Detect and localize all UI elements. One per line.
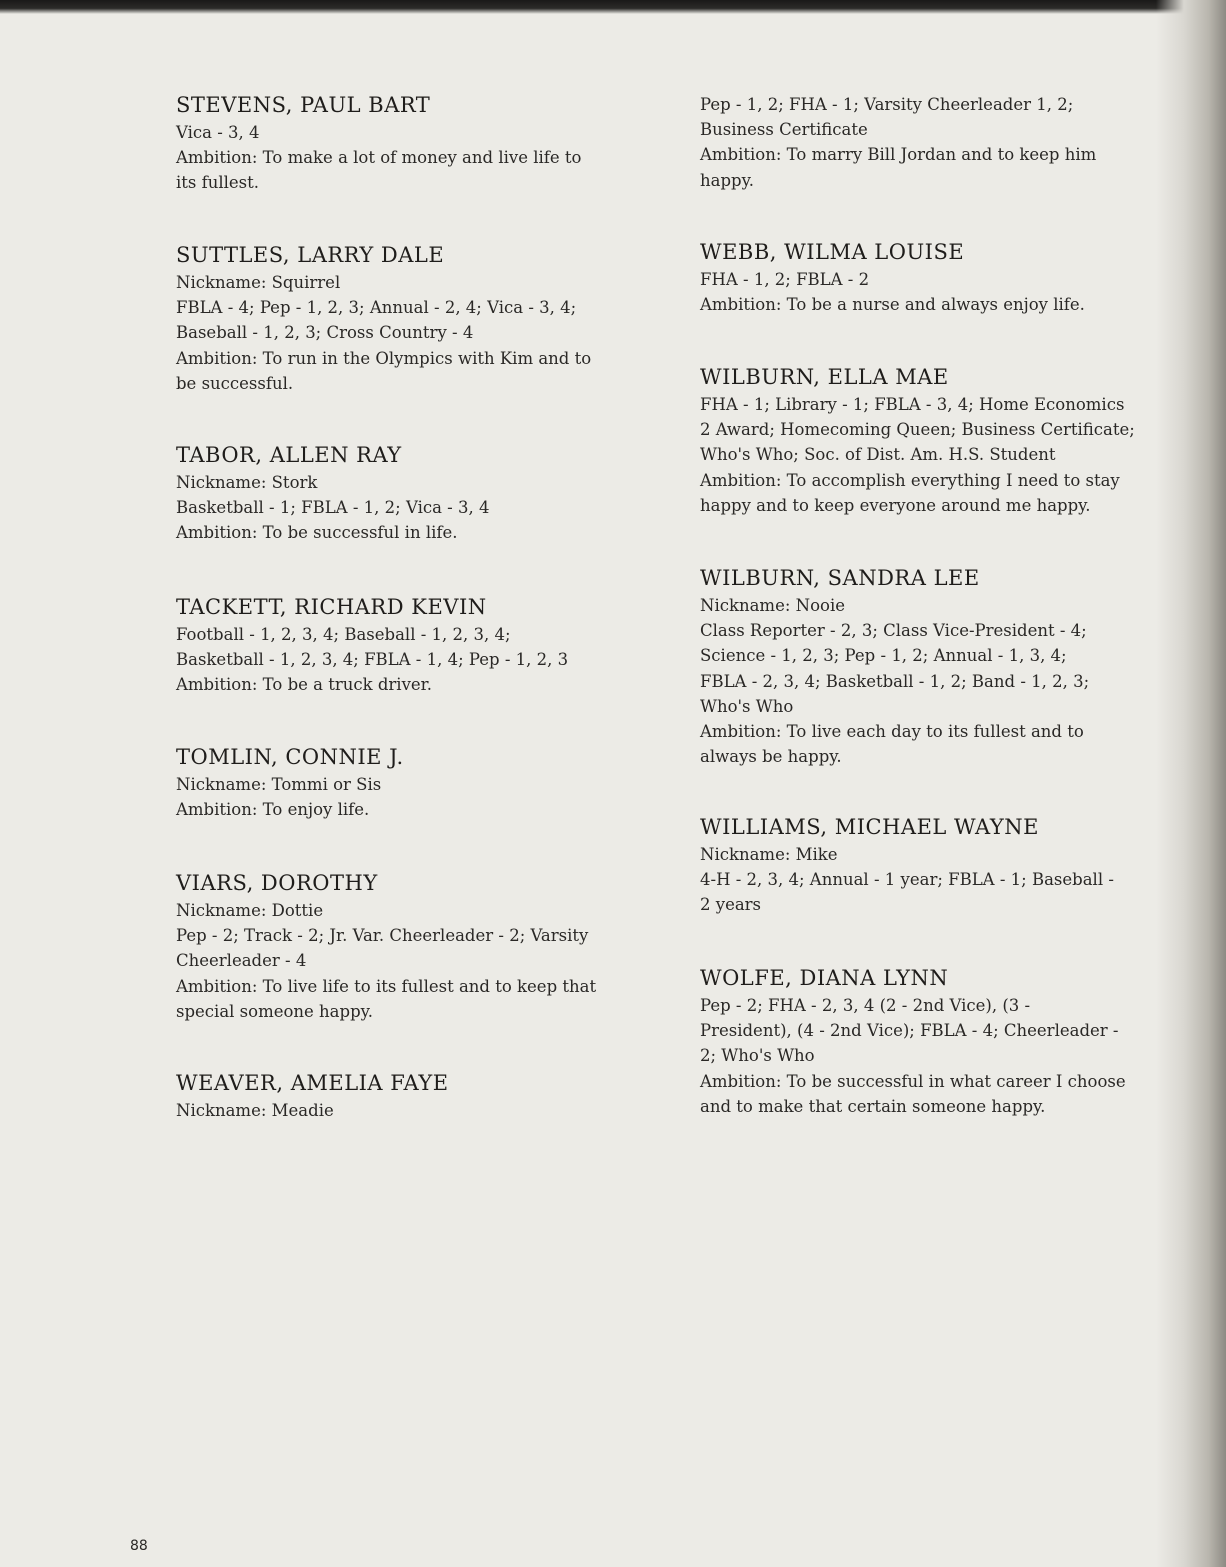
entry-line: happy. (700, 170, 754, 190)
entry-line: Ambition: To be successful in what career I choose (700, 1071, 1126, 1091)
entry-line: FBLA - 4; Pep - 1, 2, 3; Annual - 2, 4; Vica - 3, 4; (176, 298, 577, 318)
senior-name: SUTTLES, LARRY DALE (176, 243, 445, 267)
entry-line: Pep - 1, 2; FHA - 1; Varsity Cheerleader 1, 2; (700, 95, 1074, 114)
entry-line: be successful. (176, 373, 294, 393)
entry-line: and to make that certain someone happy. (700, 1096, 1046, 1116)
entry-line: Vica - 3, 4 (176, 123, 260, 142)
entry-line: Pep - 2; Track - 2; Jr. Var. Cheerleader - 2; Varsity (176, 926, 589, 946)
entry-line: Nickname: Meadie (176, 1101, 334, 1120)
entry-line: Ambition: To marry Bill Jordan and to keep him (700, 145, 1097, 165)
senior-entry (176, 742, 404, 822)
senior-name: VIARS, DOROTHY (176, 871, 378, 895)
entry-line: happy and to keep everyone around me happy. (700, 495, 1091, 515)
entry-line: Nickname: Tommi or Sis (176, 775, 382, 794)
senior-entry (176, 592, 568, 698)
senior-entry-continued (700, 92, 1096, 193)
entry-line: 2 years (700, 895, 762, 915)
entry-line: Football - 1, 2, 3, 4; Baseball - 1, 2, 3, 4; (176, 625, 511, 644)
senior-name: WOLFE, DIANA LYNN (700, 966, 949, 990)
entry-line: Nickname: Nooie (700, 596, 845, 615)
entry-line: Ambition: To live each day to its fullest and to (700, 722, 1084, 742)
entry-line: Nickname: Squirrel (176, 273, 341, 292)
page-number: 88 (130, 1538, 148, 1554)
entry-line: Who's Who; Soc. of Dist. Am. H.S. Student (700, 445, 1056, 465)
senior-entry (176, 90, 581, 196)
entry-line: 2 Award; Homecoming Queen; Business Certificate; (700, 420, 1135, 440)
entry-line: always be happy. (700, 747, 842, 767)
entry-line: Ambition: To live life to its fullest and to keep that (176, 976, 597, 996)
entry-line: Pep - 2; FHA - 2, 3, 4 (2 - 2nd Vice), (3 - (700, 996, 1031, 1015)
senior-name: TABOR, ALLEN RAY (176, 443, 402, 467)
binding-shadow (1156, 0, 1226, 1567)
entry-line: Baseball - 1, 2, 3; Cross Country - 4 (176, 323, 474, 343)
entry-line: Ambition: To make a lot of money and live life to (176, 148, 582, 168)
senior-name: WEBB, WILMA LOUISE (700, 240, 965, 264)
entry-line: Ambition: To accomplish everything I need to stay (700, 470, 1120, 490)
senior-entry (700, 237, 1085, 317)
senior-name: STEVENS, PAUL BART (176, 93, 431, 117)
senior-name: WILBURN, SANDRA LEE (700, 566, 980, 590)
entry-line: Basketball - 1; FBLA - 1, 2; Vica - 3, 4 (176, 498, 490, 518)
page-top-edge (0, 0, 1226, 14)
entry-line: Nickname: Mike (700, 845, 838, 864)
entry-line: Basketball - 1, 2, 3, 4; FBLA - 1, 4; Pep - 1, 2, 3 (176, 650, 569, 670)
senior-entry (176, 240, 591, 396)
entry-line: Science - 1, 2, 3; Pep - 1, 2; Annual - 1, 3, 4; (700, 646, 1067, 666)
senior-entry (176, 1068, 449, 1123)
entry-line: 4-H - 2, 3, 4; Annual - 1 year; FBLA - 1; Baseball - (700, 870, 1114, 890)
entry-line: Who's Who (700, 696, 794, 716)
entry-line: Business Certificate (700, 120, 868, 140)
entry-line: Ambition: To run in the Olympics with Kim and to (176, 348, 592, 368)
senior-name: TOMLIN, CONNIE J. (176, 745, 404, 769)
senior-entry (176, 868, 596, 1024)
senior-entry (700, 812, 1114, 918)
senior-entry (700, 963, 1126, 1119)
entry-line: Ambition: To be a truck driver. (176, 675, 432, 695)
senior-entry (700, 563, 1089, 769)
senior-entry (700, 362, 1135, 518)
entry-line: 2; Who's Who (700, 1046, 815, 1066)
entry-line: Cheerleader - 4 (176, 951, 307, 971)
entry-line: Nickname: Dottie (176, 901, 324, 920)
senior-name: WILBURN, ELLA MAE (700, 365, 949, 389)
entry-line: special someone happy. (176, 1001, 374, 1021)
entry-line: Class Reporter - 2, 3; Class Vice-President - 4; (700, 621, 1087, 641)
entry-line: Ambition: To be successful in life. (176, 523, 458, 543)
entry-line: Nickname: Stork (176, 473, 318, 492)
entry-line: FHA - 1; Library - 1; FBLA - 3, 4; Home Economics (700, 395, 1125, 414)
entry-line: Ambition: To be a nurse and always enjoy life. (700, 295, 1085, 315)
senior-name: WILLIAMS, MICHAEL WAYNE (700, 815, 1039, 839)
entry-line: its fullest. (176, 173, 260, 193)
senior-name: TACKETT, RICHARD KEVIN (176, 595, 487, 619)
entry-line: FBLA - 2, 3, 4; Basketball - 1, 2; Band - 1, 2, 3; (700, 671, 1090, 691)
entry-line: President), (4 - 2nd Vice); FBLA - 4; Cheerleader - (700, 1021, 1119, 1041)
entry-line: FHA - 1, 2; FBLA - 2 (700, 270, 870, 289)
entry-line: Ambition: To enjoy life. (176, 800, 370, 820)
senior-entry (176, 440, 489, 546)
senior-name: WEAVER, AMELIA FAYE (176, 1071, 449, 1095)
